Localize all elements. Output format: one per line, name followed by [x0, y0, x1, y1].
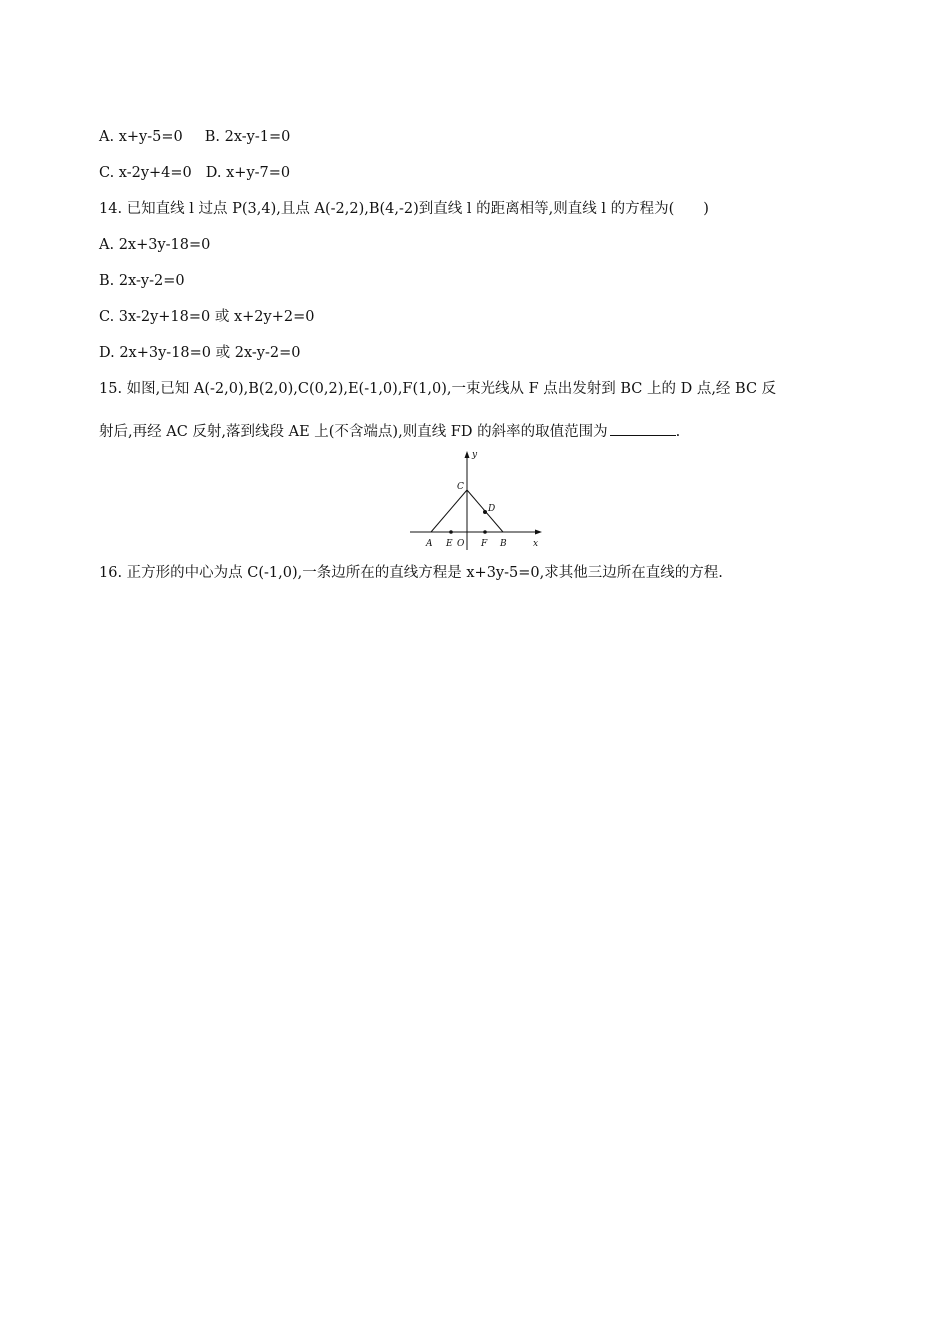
- q14-option-c: C. 3x-2y+18=0 或 x+2y+2=0: [99, 309, 315, 325]
- q15-stem-period: .: [675, 424, 681, 440]
- q15-figure: [408, 448, 548, 552]
- label-c: C: [457, 482, 464, 492]
- q13-option-a: A. x+y-5=0: [99, 129, 183, 145]
- q13-option-b: B. 2x-y-1=0: [204, 129, 291, 145]
- q14-stem: 14. 已知直线 l 过点 P(3,4),且点 A(-2,2),B(4,-2)到直线 l 的距离相等,则直线 l 的方程为( ): [99, 201, 709, 217]
- label-e: E: [446, 539, 453, 549]
- q13-option-c: C. x-2y+4=0: [99, 165, 192, 181]
- y-axis-arrow: [465, 451, 470, 458]
- point-f: [483, 530, 487, 534]
- label-o: O: [457, 539, 465, 549]
- label-a: A: [426, 539, 433, 549]
- q15-stem-line-2: [99, 421, 680, 442]
- q13-options-row-2: [99, 163, 290, 183]
- point-d: [483, 510, 487, 514]
- q13-option-d: D. x+y-7=0: [205, 165, 291, 181]
- q14-option-d: D. 2x+3y-18=0 或 2x-y-2=0: [99, 345, 301, 361]
- segment-ac: [431, 490, 467, 532]
- x-axis-arrow: [535, 530, 542, 535]
- answer-blank: [610, 421, 676, 436]
- q15-stem-line-1: 15. 如图,已知 A(-2,0),B(2,0),C(0,2),E(-1,0),F(1,0),一束光线从 F 点出发射到 BC 上的 D 点,经 BC 反: [99, 381, 777, 397]
- point-e: [449, 530, 453, 534]
- q16-stem: 16. 正方形的中心为点 C(-1,0),一条边所在的直线方程是 x+3y-5=0,求其他三边所在直线的方程.: [99, 565, 723, 581]
- q13-options-row-1: [99, 127, 290, 147]
- label-x: x: [533, 539, 539, 549]
- label-b: B: [500, 539, 507, 549]
- q14-option-a: A. 2x+3y-18=0: [99, 237, 211, 253]
- q15-stem-text: 射后,再经 AC 反射,落到线段 AE 上(不含端点),则直线 FD 的斜率的取值范围为: [99, 424, 608, 440]
- q14-option-b: B. 2x-y-2=0: [99, 273, 185, 289]
- label-f: F: [481, 539, 488, 549]
- label-d: D: [488, 504, 496, 514]
- label-y: y: [472, 450, 478, 460]
